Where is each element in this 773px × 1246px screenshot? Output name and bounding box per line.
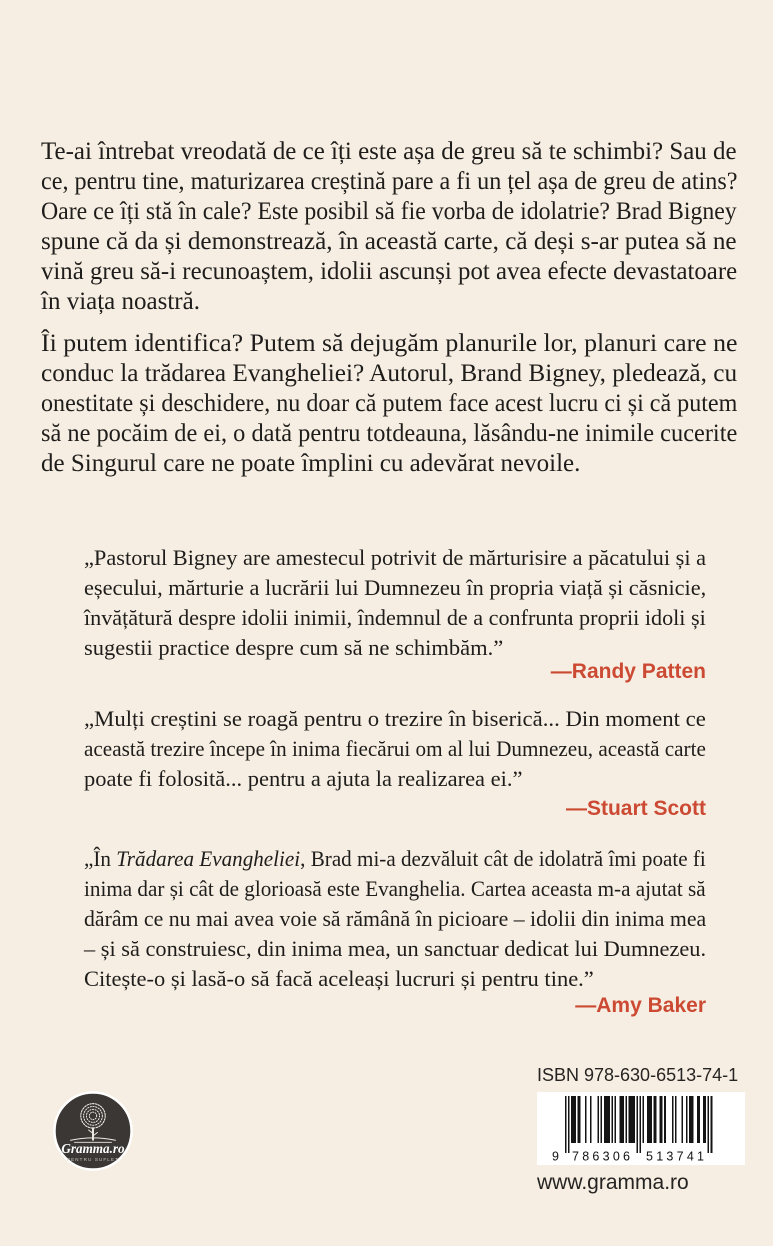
text-line: Îi putem identifica? Putem să dejugăm planurile lor, planuri care ne: [41, 330, 738, 357]
text-line: spune că da și demonstrează, în această carte, că deși s-ar putea să ne: [41, 228, 737, 255]
logo-name: Gramma.ro: [61, 1140, 125, 1156]
quote-attribution-2: —Stuart Scott: [565, 797, 706, 820]
barcode-digit-first: 9: [552, 1149, 559, 1162]
intro-paragraph-2: [41, 329, 737, 479]
text-line: sugestii practice despre cum să ne schimbăm.”: [84, 635, 504, 660]
quote-attribution-3: —Amy Baker: [575, 994, 706, 1017]
publisher-logo: [52, 1090, 134, 1172]
text-line: „Pastorul Bigney are amestecul potrivit de mărturisire a păcatului și a: [84, 545, 707, 570]
intro-paragraph-1: [41, 137, 737, 317]
book-title: Trădarea Evangheliei: [116, 846, 301, 871]
text-line: să ne pocăim de ei, o dată pentru totdeauna, lăsându-ne inimile cucerite: [41, 420, 738, 447]
endorsement-quote-2: [84, 704, 706, 794]
text-line: [84, 844, 706, 874]
text-line: această trezire începe în inima fiecărui om al lui Dumnezeu, această carte: [84, 736, 706, 761]
text-line: învățătură despre idolii inimii, îndemnul de a confrunta proprii idoli și: [84, 605, 706, 630]
quote-text: , Brad mi-a dezvăluit cât de idolatră îmi poate fi: [300, 846, 706, 871]
website-url: www.gramma.ro: [537, 1171, 689, 1194]
barcode: [537, 1092, 745, 1165]
barcode-bars: [565, 1096, 712, 1153]
text-line: – și să construiesc, din inima mea, un sanctuar dedicat lui Dumnezeu.: [84, 936, 707, 961]
text-line: poate fi folosită... pentru a ajuta la realizarea ei.”: [84, 766, 523, 791]
text-line: inima dar și cât de glorioasă este Evanghelia. Cartea aceasta m-a ajutat să: [84, 876, 706, 901]
text-line: conduc la trădarea Evangheliei? Autorul, Brand Bigney, pledează, cu: [41, 360, 738, 387]
text-line: de Singurul care ne poate împlini cu adevărat nevoile.: [41, 450, 581, 477]
text-line: onestitate și deschidere, nu doar că putem face acest lucru ci și că putem: [41, 390, 738, 417]
barcode-digits-left: 786306: [572, 1149, 630, 1162]
quote-text: „În: [84, 846, 117, 871]
text-line: dărâm ce nu mai avea voie să rămână în picioare – idolii din inima mea: [84, 906, 707, 931]
endorsement-quote-3: [84, 844, 706, 994]
text-line: vină greu să-i recunoaștem, idolii ascunși pot avea efecte devastatoare: [41, 258, 738, 285]
isbn-label: ISBN 978-630-6513-74-1: [537, 1065, 739, 1085]
text-line: eșecului, mărturie a lucrării lui Dumnezeu în propria viață și căsnicie,: [84, 575, 707, 600]
text-line: în viața noastră.: [41, 288, 200, 315]
text-line: Oare ce îți stă în cale? Este posibil să fie vorba de idolatrie? Brad Bigney: [41, 198, 737, 225]
text-line: „Mulți creștini se roagă pentru o trezire în biserică... Din moment ce: [84, 706, 706, 731]
logo-tagline: PENTRU SUFLET: [66, 1156, 120, 1162]
text-line: ce, pentru tine, maturizarea creștină pare a fi un țel așa de greu de atins?: [41, 168, 738, 195]
text-line: Citește-o și lasă-o să facă aceleași lucruri și pentru tine.”: [84, 966, 594, 991]
text-line: Te-ai întrebat vreodată de ce îți este așa de greu să te schimbi? Sau de: [41, 138, 737, 165]
barcode-digits-right: 513741: [646, 1149, 704, 1162]
endorsement-quote-1: [84, 543, 706, 663]
quote-attribution-1: —Randy Patten: [550, 660, 706, 683]
